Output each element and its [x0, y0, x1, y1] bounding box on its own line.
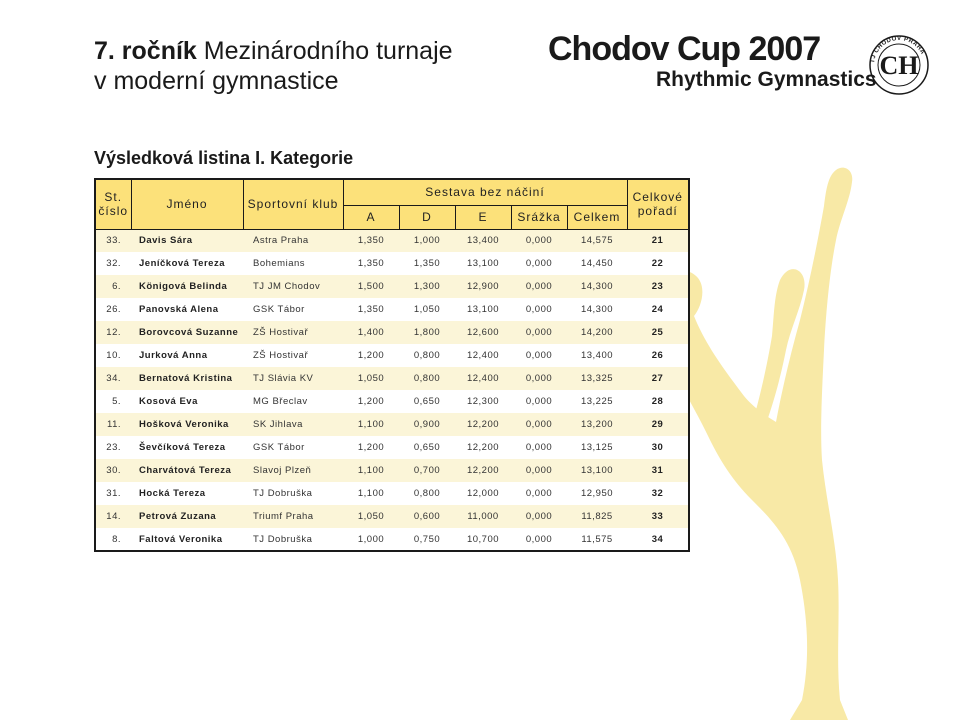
table-row: [95, 436, 689, 459]
cell-d: 1,800: [399, 321, 455, 344]
header-a: A: [343, 205, 399, 229]
cell-name: Davis Sára: [131, 229, 243, 252]
cell-rank: 27: [627, 367, 689, 390]
cell-e: 13,400: [455, 229, 511, 252]
table-row: [95, 229, 689, 252]
cell-a: 1,350: [343, 252, 399, 275]
cell-srazka: 0,000: [511, 482, 567, 505]
cell-name: Hošková Veronika: [131, 413, 243, 436]
cell-e: 11,000: [455, 505, 511, 528]
cell-rank: 23: [627, 275, 689, 298]
cell-start-number: 33.: [95, 229, 131, 252]
cell-name: Faltová Veronika: [131, 528, 243, 551]
table-row: [95, 459, 689, 482]
results-table: [94, 178, 690, 552]
cell-name: Hocká Tereza: [131, 482, 243, 505]
cell-srazka: 0,000: [511, 528, 567, 551]
cell-e: 13,100: [455, 298, 511, 321]
cell-rank: 32: [627, 482, 689, 505]
cell-club: TJ Dobruška: [243, 528, 343, 551]
cell-srazka: 0,000: [511, 321, 567, 344]
results-list-title: Výsledková listina I. Kategorie: [94, 148, 354, 168]
cell-rank: 21: [627, 229, 689, 252]
cell-name: Bernatová Kristina: [131, 367, 243, 390]
cell-e: 12,400: [455, 344, 511, 367]
cell-start-number: 32.: [95, 252, 131, 275]
cell-start-number: 11.: [95, 413, 131, 436]
cell-d: 1,050: [399, 298, 455, 321]
cell-start-number: 10.: [95, 344, 131, 367]
header-club: Sportovní klub: [243, 179, 343, 229]
cell-a: 1,100: [343, 413, 399, 436]
event-title: [94, 36, 453, 96]
cell-e: 12,900: [455, 275, 511, 298]
header-name: Jméno: [131, 179, 243, 229]
cell-d: 0,600: [399, 505, 455, 528]
header-celkem: Celkem: [567, 205, 627, 229]
cell-e: 12,400: [455, 367, 511, 390]
table-row: [95, 252, 689, 275]
cell-celkem: 13,225: [567, 390, 627, 413]
cell-d: 0,700: [399, 459, 455, 482]
cell-rank: 26: [627, 344, 689, 367]
header-cislo: číslo: [98, 204, 129, 219]
cell-rank: 24: [627, 298, 689, 321]
cell-celkem: 13,100: [567, 459, 627, 482]
cell-rank: 31: [627, 459, 689, 482]
header-e: E: [455, 205, 511, 229]
cell-a: 1,200: [343, 344, 399, 367]
table-row: [95, 505, 689, 528]
cell-a: 1,050: [343, 505, 399, 528]
cell-start-number: 12.: [95, 321, 131, 344]
cell-e: 13,100: [455, 252, 511, 275]
cell-d: 0,650: [399, 390, 455, 413]
club-logo-icon: [868, 34, 930, 96]
brand-title: Chodov Cup 2007: [548, 30, 821, 68]
cell-celkem: 14,300: [567, 298, 627, 321]
cell-start-number: 26.: [95, 298, 131, 321]
cell-celkem: 11,825: [567, 505, 627, 528]
event-title-rest: Mezinárodního turnaje: [196, 37, 453, 65]
cell-d: 1,350: [399, 252, 455, 275]
cell-club: Slavoj Plzeň: [243, 459, 343, 482]
cell-srazka: 0,000: [511, 505, 567, 528]
cell-srazka: 0,000: [511, 413, 567, 436]
cell-a: 1,350: [343, 298, 399, 321]
table-row: [95, 367, 689, 390]
cell-name: Kosová Eva: [131, 390, 243, 413]
cell-e: 12,200: [455, 436, 511, 459]
cell-srazka: 0,000: [511, 436, 567, 459]
cell-club: MG Břeclav: [243, 390, 343, 413]
cell-srazka: 0,000: [511, 344, 567, 367]
cell-e: 12,000: [455, 482, 511, 505]
cell-club: Bohemians: [243, 252, 343, 275]
cell-celkem: 13,325: [567, 367, 627, 390]
cell-name: Königová Belinda: [131, 275, 243, 298]
cell-d: 0,800: [399, 482, 455, 505]
header-overall-rank: [627, 179, 689, 229]
header-start-number: [95, 179, 131, 229]
cell-a: 1,000: [343, 528, 399, 551]
cell-celkem: 13,125: [567, 436, 627, 459]
cell-start-number: 5.: [95, 390, 131, 413]
header-st: St.: [104, 190, 123, 205]
cell-celkem: 12,950: [567, 482, 627, 505]
cell-a: 1,050: [343, 367, 399, 390]
cell-d: 0,750: [399, 528, 455, 551]
header-srazka: Srážka: [511, 205, 567, 229]
cell-club: ZŠ Hostivař: [243, 344, 343, 367]
cell-rank: 22: [627, 252, 689, 275]
table-row: [95, 298, 689, 321]
cell-a: 1,350: [343, 229, 399, 252]
cell-club: TJ Dobruška: [243, 482, 343, 505]
cell-a: 1,100: [343, 459, 399, 482]
header-d: D: [399, 205, 455, 229]
cell-celkem: 14,200: [567, 321, 627, 344]
cell-d: 1,300: [399, 275, 455, 298]
header-poradi: pořadí: [637, 204, 678, 219]
cell-celkem: 13,200: [567, 413, 627, 436]
cell-srazka: 0,000: [511, 459, 567, 482]
cell-e: 12,300: [455, 390, 511, 413]
cell-celkem: 14,575: [567, 229, 627, 252]
cell-a: 1,200: [343, 390, 399, 413]
header-celkove: Celkové: [632, 190, 683, 205]
cell-d: 0,650: [399, 436, 455, 459]
cell-club: TJ JM Chodov: [243, 275, 343, 298]
cell-start-number: 23.: [95, 436, 131, 459]
cell-start-number: 14.: [95, 505, 131, 528]
cell-start-number: 6.: [95, 275, 131, 298]
cell-name: Jurková Anna: [131, 344, 243, 367]
cell-name: Petrová Zuzana: [131, 505, 243, 528]
cell-e: 12,600: [455, 321, 511, 344]
logo-letters: CH: [879, 51, 919, 80]
cell-celkem: 14,300: [567, 275, 627, 298]
table-row: [95, 413, 689, 436]
cell-srazka: 0,000: [511, 298, 567, 321]
table-row: [95, 528, 689, 551]
cell-a: 1,500: [343, 275, 399, 298]
cell-name: Borovcová Suzanne: [131, 321, 243, 344]
cell-start-number: 30.: [95, 459, 131, 482]
cell-rank: 25: [627, 321, 689, 344]
event-title-line1: [94, 36, 453, 66]
cell-e: 12,200: [455, 413, 511, 436]
cell-start-number: 34.: [95, 367, 131, 390]
table-row: [95, 275, 689, 298]
cell-club: Triumf Praha: [243, 505, 343, 528]
cell-d: 0,800: [399, 367, 455, 390]
table-row: [95, 390, 689, 413]
cell-start-number: 31.: [95, 482, 131, 505]
cell-celkem: 11,575: [567, 528, 627, 551]
cell-srazka: 0,000: [511, 367, 567, 390]
cell-srazka: 0,000: [511, 390, 567, 413]
cell-a: 1,100: [343, 482, 399, 505]
cell-club: TJ Slávia KV: [243, 367, 343, 390]
cell-srazka: 0,000: [511, 275, 567, 298]
cell-name: Panovská Alena: [131, 298, 243, 321]
cell-e: 12,200: [455, 459, 511, 482]
event-title-line2: v moderní gymnastice: [94, 67, 339, 95]
cell-club: Astra Praha: [243, 229, 343, 252]
cell-d: 0,900: [399, 413, 455, 436]
cell-a: 1,400: [343, 321, 399, 344]
brand-subtitle: Rhythmic Gymnastics: [656, 68, 877, 91]
cell-rank: 28: [627, 390, 689, 413]
cell-srazka: 0,000: [511, 252, 567, 275]
cell-club: ZŠ Hostivař: [243, 321, 343, 344]
cell-name: Ševčíková Tereza: [131, 436, 243, 459]
cell-rank: 30: [627, 436, 689, 459]
cell-d: 0,800: [399, 344, 455, 367]
cell-d: 1,000: [399, 229, 455, 252]
cell-rank: 33: [627, 505, 689, 528]
cell-srazka: 0,000: [511, 229, 567, 252]
cell-club: SK Jihlava: [243, 413, 343, 436]
cell-club: GSK Tábor: [243, 436, 343, 459]
cell-name: Jeníčková Tereza: [131, 252, 243, 275]
cell-a: 1,200: [343, 436, 399, 459]
cell-rank: 29: [627, 413, 689, 436]
cell-rank: 34: [627, 528, 689, 551]
cell-start-number: 8.: [95, 528, 131, 551]
cell-e: 10,700: [455, 528, 511, 551]
cell-name: Charvátová Tereza: [131, 459, 243, 482]
event-edition: 7. ročník: [94, 37, 197, 65]
cell-celkem: 14,450: [567, 252, 627, 275]
cell-celkem: 13,400: [567, 344, 627, 367]
table-row: [95, 321, 689, 344]
table-row: [95, 482, 689, 505]
logo-ring-text: TJ CHODOV PRAHA: [870, 35, 926, 64]
cell-club: GSK Tábor: [243, 298, 343, 321]
header-routine: Sestava bez náčiní: [343, 179, 627, 205]
table-row: [95, 344, 689, 367]
